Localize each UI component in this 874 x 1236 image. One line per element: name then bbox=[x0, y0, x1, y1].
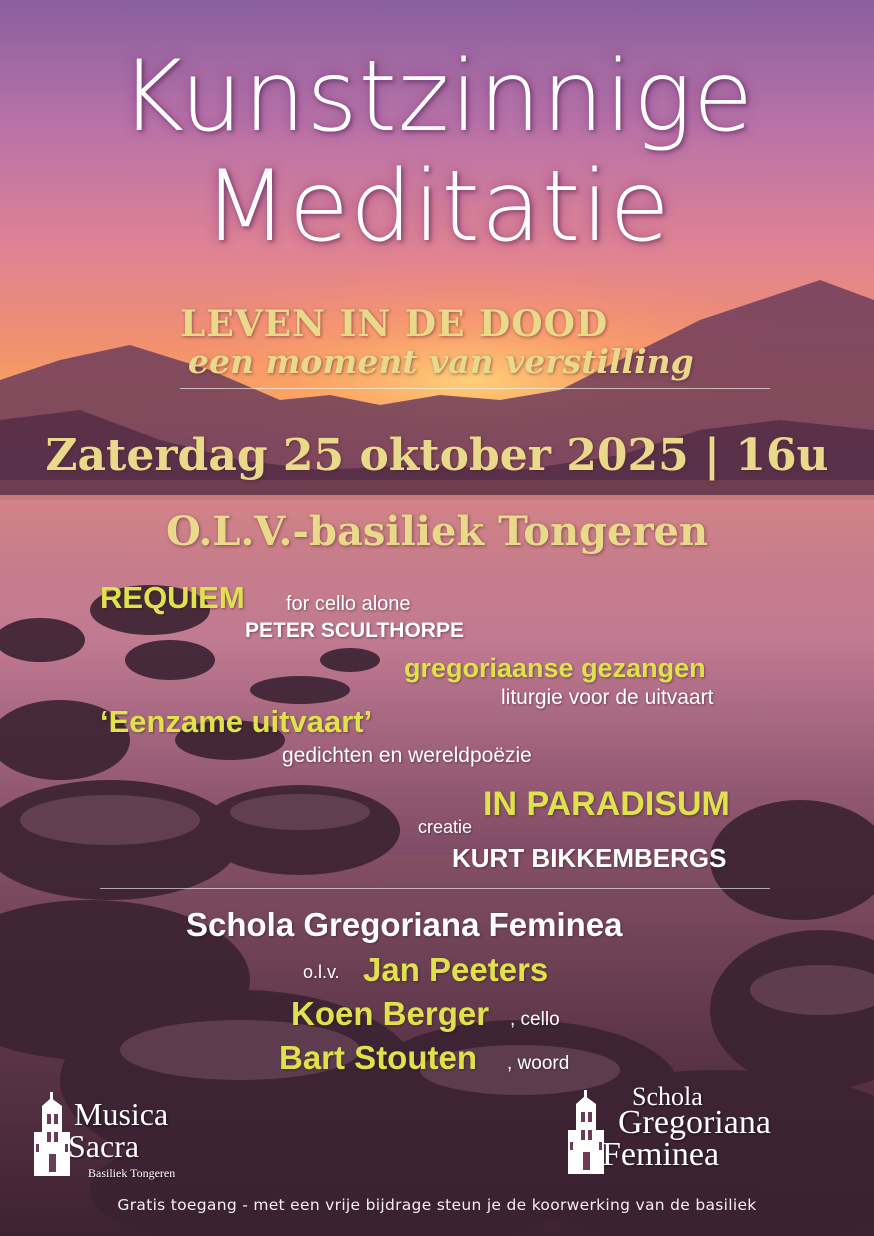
logo-schola-gregoriana-feminea bbox=[564, 1082, 854, 1192]
musica-sacra-line2: Sacra bbox=[68, 1128, 140, 1164]
program-paradisum-composer: KURT BIKKEMBERGS bbox=[452, 843, 727, 873]
schola-logo-line2: Gregoriana bbox=[618, 1104, 771, 1141]
performer-speaker: Bart Stouten bbox=[279, 1039, 477, 1076]
performer-conductor: Jan Peeters bbox=[363, 951, 549, 988]
performer-choir: Schola Gregoriana Feminea bbox=[186, 906, 623, 943]
program-paradisum-title: IN PARADISUM bbox=[483, 785, 730, 823]
logo-musica-sacra bbox=[30, 1092, 230, 1187]
event-venue: O.L.V.-basiliek Tongeren bbox=[165, 508, 709, 555]
program-requiem-detail: for cello alone bbox=[286, 593, 411, 615]
divider-top bbox=[180, 388, 770, 389]
title-line-2: Meditatie bbox=[203, 150, 671, 264]
footer-note: Gratis toegang - met een vrije bijdrage steun je de koorwerking van de basiliek bbox=[117, 1196, 757, 1214]
program-eenzame-title: ‘Eenzame uitvaart’ bbox=[100, 704, 373, 739]
musica-sacra-line1: Musica bbox=[74, 1096, 169, 1132]
schola-logo-line1: Schola bbox=[632, 1082, 703, 1111]
program-paradisum-detail: creatie bbox=[418, 817, 473, 837]
program-requiem-title: REQUIEM bbox=[100, 580, 245, 615]
performer-cellist-role: , cello bbox=[510, 1009, 560, 1030]
schola-logo-line3: Feminea bbox=[602, 1136, 720, 1173]
program-eenzame-detail: gedichten en wereldpoëzie bbox=[282, 744, 532, 767]
event-date: Zaterdag 25 oktober 2025 | 16u bbox=[45, 430, 829, 481]
performer-olv: o.l.v. bbox=[303, 962, 340, 982]
subtitle-main: LEVEN IN DE DOOD bbox=[180, 303, 609, 345]
program-gregorian-detail: liturgie voor de uitvaart bbox=[501, 686, 714, 709]
performer-cellist: Koen Berger bbox=[291, 995, 490, 1032]
divider-bottom bbox=[100, 888, 770, 889]
program-requiem-composer: PETER SCULTHORPE bbox=[245, 619, 464, 642]
program-gregorian-title: gregoriaanse gezangen bbox=[404, 653, 706, 683]
musica-sacra-sub: Basiliek Tongeren bbox=[88, 1166, 176, 1180]
subtitle-tagline: een moment van verstilling bbox=[188, 342, 694, 381]
title-line-1: Kunstzinnige bbox=[119, 40, 755, 154]
performer-speaker-role: , woord bbox=[507, 1053, 570, 1074]
